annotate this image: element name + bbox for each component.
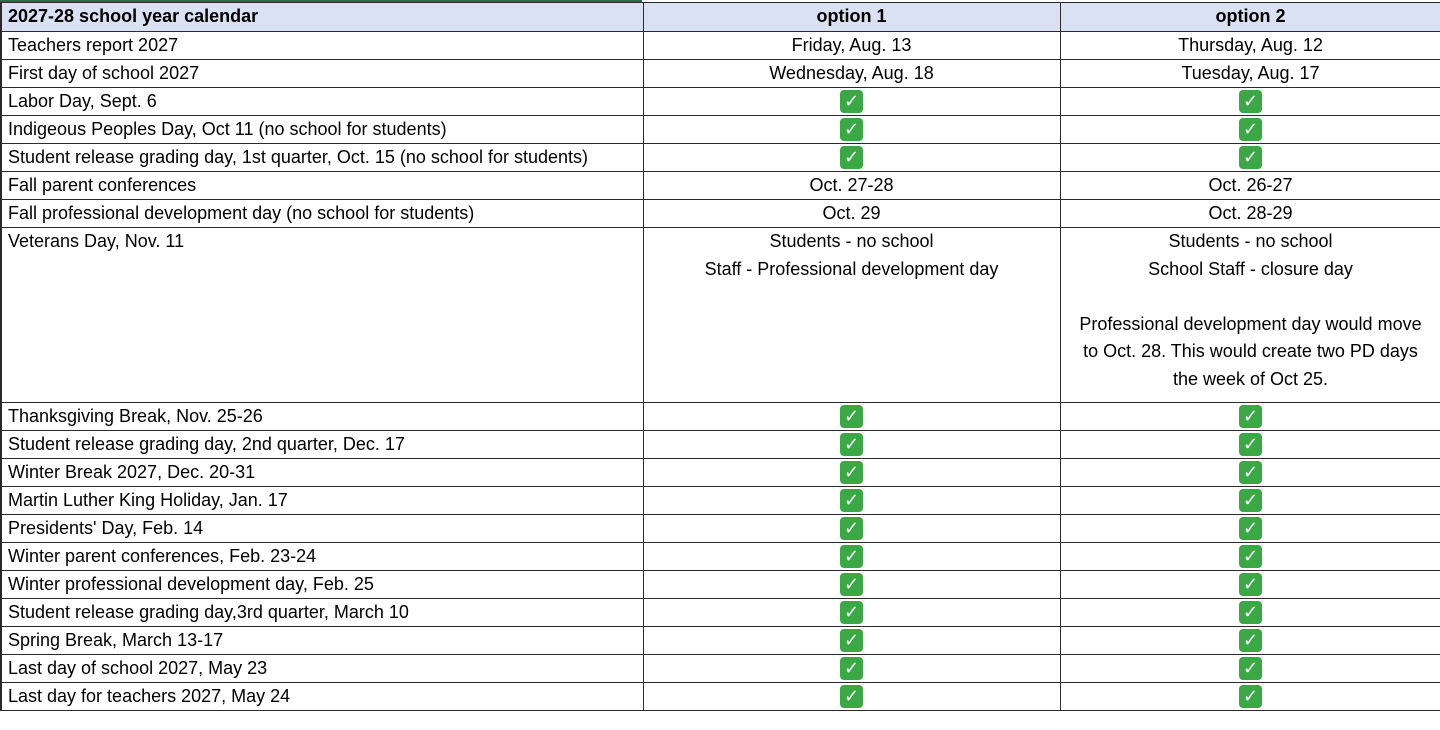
check-mark-icon: ✓: [840, 489, 863, 512]
check-mark-icon: ✓: [1239, 433, 1262, 456]
option-2-cell[interactable]: [1060, 487, 1440, 515]
check-mark-icon: ✓: [840, 545, 863, 568]
option-2-cell[interactable]: [1060, 144, 1440, 172]
table-row: [1, 627, 1440, 655]
table-row: [1, 459, 1440, 487]
event-label-cell[interactable]: First day of school 2027: [1, 60, 643, 88]
check-mark-icon: ✓: [840, 90, 863, 113]
event-label-cell[interactable]: Student release grading day, 2nd quarter, Dec. 17: [1, 431, 643, 459]
option-1-students-note: Students - no school: [769, 231, 934, 251]
option-2-cell[interactable]: [1060, 116, 1440, 144]
check-mark-icon: ✓: [840, 629, 863, 652]
note-spacer: [1061, 283, 1440, 311]
option-2-students-note: Students - no school: [1168, 231, 1333, 251]
option-2-cell[interactable]: [1060, 571, 1440, 599]
table-row: [1, 655, 1440, 683]
option-2-cell[interactable]: [1060, 683, 1440, 711]
check-mark-icon: ✓: [1239, 657, 1262, 680]
calendar-options-table: [0, 2, 1440, 711]
table-row: [1, 683, 1440, 711]
table-row: [1, 32, 1440, 60]
option-1-cell[interactable]: [643, 543, 1060, 571]
event-label-cell[interactable]: Last day for teachers 2027, May 24: [1, 683, 643, 711]
check-mark-icon: ✓: [840, 573, 863, 596]
option-2-cell[interactable]: [1060, 599, 1440, 627]
option-2-cell[interactable]: [1060, 543, 1440, 571]
event-label-cell[interactable]: Veterans Day, Nov. 11: [1, 228, 643, 403]
check-mark-icon: ✓: [840, 601, 863, 624]
event-label-cell[interactable]: Student release grading day,3rd quarter, March 10: [1, 599, 643, 627]
option-2-pd-note-line: to Oct. 28. This would create two PD days: [1083, 341, 1418, 361]
event-label-cell[interactable]: Spring Break, March 13-17: [1, 627, 643, 655]
option-1-cell[interactable]: [643, 116, 1060, 144]
table-title-cell[interactable]: 2027-28 school year calendar: [1, 3, 643, 32]
option-2-header-cell[interactable]: option 2: [1060, 3, 1440, 32]
option-1-staff-note: Staff - Professional development day: [704, 258, 999, 279]
check-mark-icon: ✓: [1239, 489, 1262, 512]
check-mark-icon: ✓: [840, 685, 863, 708]
option-2-cell[interactable]: [1060, 403, 1440, 431]
option-1-cell[interactable]: [643, 88, 1060, 116]
option-2-cell[interactable]: Oct. 26-27: [1060, 172, 1440, 200]
table-row-veterans-day: [1, 228, 1440, 403]
table-row: [1, 599, 1440, 627]
table-row: [1, 543, 1440, 571]
check-mark-icon: ✓: [1239, 629, 1262, 652]
option-1-cell[interactable]: [643, 487, 1060, 515]
option-2-cell[interactable]: [1060, 431, 1440, 459]
option-1-cell[interactable]: Friday, Aug. 13: [643, 32, 1060, 60]
option-1-cell[interactable]: [643, 655, 1060, 683]
header-row: [1, 3, 1440, 32]
event-label-cell[interactable]: Martin Luther King Holiday, Jan. 17: [1, 487, 643, 515]
table-row: [1, 571, 1440, 599]
event-label-cell[interactable]: Fall parent conferences: [1, 172, 643, 200]
event-label-cell[interactable]: Thanksgiving Break, Nov. 25-26: [1, 403, 643, 431]
check-mark-icon: ✓: [840, 461, 863, 484]
check-mark-icon: ✓: [840, 657, 863, 680]
option-1-header-cell[interactable]: option 1: [643, 3, 1060, 32]
option-2-cell[interactable]: [1060, 627, 1440, 655]
table-row: [1, 431, 1440, 459]
check-mark-icon: ✓: [1239, 118, 1262, 141]
option-2-cell[interactable]: [1060, 655, 1440, 683]
option-1-cell[interactable]: Oct. 27-28: [643, 172, 1060, 200]
event-label-cell[interactable]: Fall professional development day (no school for students): [1, 200, 643, 228]
check-mark-icon: ✓: [1239, 461, 1262, 484]
option-1-cell[interactable]: Wednesday, Aug. 18: [643, 60, 1060, 88]
option-2-cell[interactable]: Oct. 28-29: [1060, 200, 1440, 228]
check-mark-icon: ✓: [1239, 517, 1262, 540]
option-2-cell[interactable]: Thursday, Aug. 12: [1060, 32, 1440, 60]
option-1-cell[interactable]: [643, 459, 1060, 487]
option-2-cell[interactable]: [1060, 228, 1440, 403]
option-2-cell[interactable]: [1060, 88, 1440, 116]
check-mark-icon: ✓: [840, 433, 863, 456]
option-1-cell[interactable]: [643, 144, 1060, 172]
option-2-cell[interactable]: [1060, 459, 1440, 487]
table-row: [1, 200, 1440, 228]
option-1-cell[interactable]: [643, 683, 1060, 711]
option-2-cell[interactable]: [1060, 515, 1440, 543]
option-2-pd-note-line: the week of Oct 25.: [1172, 368, 1329, 389]
event-label-cell[interactable]: Teachers report 2027: [1, 32, 643, 60]
event-label-cell[interactable]: Labor Day, Sept. 6: [1, 88, 643, 116]
check-mark-icon: ✓: [1239, 685, 1262, 708]
check-mark-icon: ✓: [1239, 146, 1262, 169]
option-1-cell[interactable]: [643, 403, 1060, 431]
table-row: [1, 487, 1440, 515]
table-row: [1, 60, 1440, 88]
option-1-cell[interactable]: [643, 599, 1060, 627]
check-mark-icon: ✓: [1239, 90, 1262, 113]
option-1-cell[interactable]: [643, 431, 1060, 459]
table-row: [1, 515, 1440, 543]
event-label-cell[interactable]: Student release grading day, 1st quarter, Oct. 15 (no school for students): [1, 144, 643, 172]
option-1-cell[interactable]: Oct. 29: [643, 200, 1060, 228]
check-mark-icon: ✓: [1239, 573, 1262, 596]
option-2-cell[interactable]: Tuesday, Aug. 17: [1060, 60, 1440, 88]
check-mark-icon: ✓: [840, 146, 863, 169]
check-mark-icon: ✓: [1239, 405, 1262, 428]
table-row: [1, 116, 1440, 144]
check-mark-icon: ✓: [840, 517, 863, 540]
event-label-cell[interactable]: Indigeous Peoples Day, Oct 11 (no school for students): [1, 116, 643, 144]
option-1-cell[interactable]: [643, 571, 1060, 599]
table-row: [1, 172, 1440, 200]
option-1-cell[interactable]: [643, 627, 1060, 655]
option-2-pd-note-line: Professional development day would move: [1079, 313, 1422, 334]
table-row: [1, 144, 1440, 172]
event-label-cell[interactable]: Presidents' Day, Feb. 14: [1, 515, 643, 543]
option-1-cell[interactable]: [643, 515, 1060, 543]
check-mark-icon: ✓: [840, 118, 863, 141]
option-2-staff-note: School Staff - closure day: [1148, 258, 1353, 279]
calendar-spreadsheet: [0, 2, 1440, 711]
check-mark-icon: ✓: [1239, 601, 1262, 624]
check-mark-icon: ✓: [1239, 545, 1262, 568]
option-1-cell[interactable]: [643, 228, 1060, 403]
table-row: [1, 88, 1440, 116]
table-row: [1, 403, 1440, 431]
event-label-cell[interactable]: Winter Break 2027, Dec. 20-31: [1, 459, 643, 487]
check-mark-icon: ✓: [840, 405, 863, 428]
event-label-cell[interactable]: Winter parent conferences, Feb. 23-24: [1, 543, 643, 571]
event-label-cell[interactable]: Last day of school 2027, May 23: [1, 655, 643, 683]
event-label-cell[interactable]: Winter professional development day, Feb. 25: [1, 571, 643, 599]
